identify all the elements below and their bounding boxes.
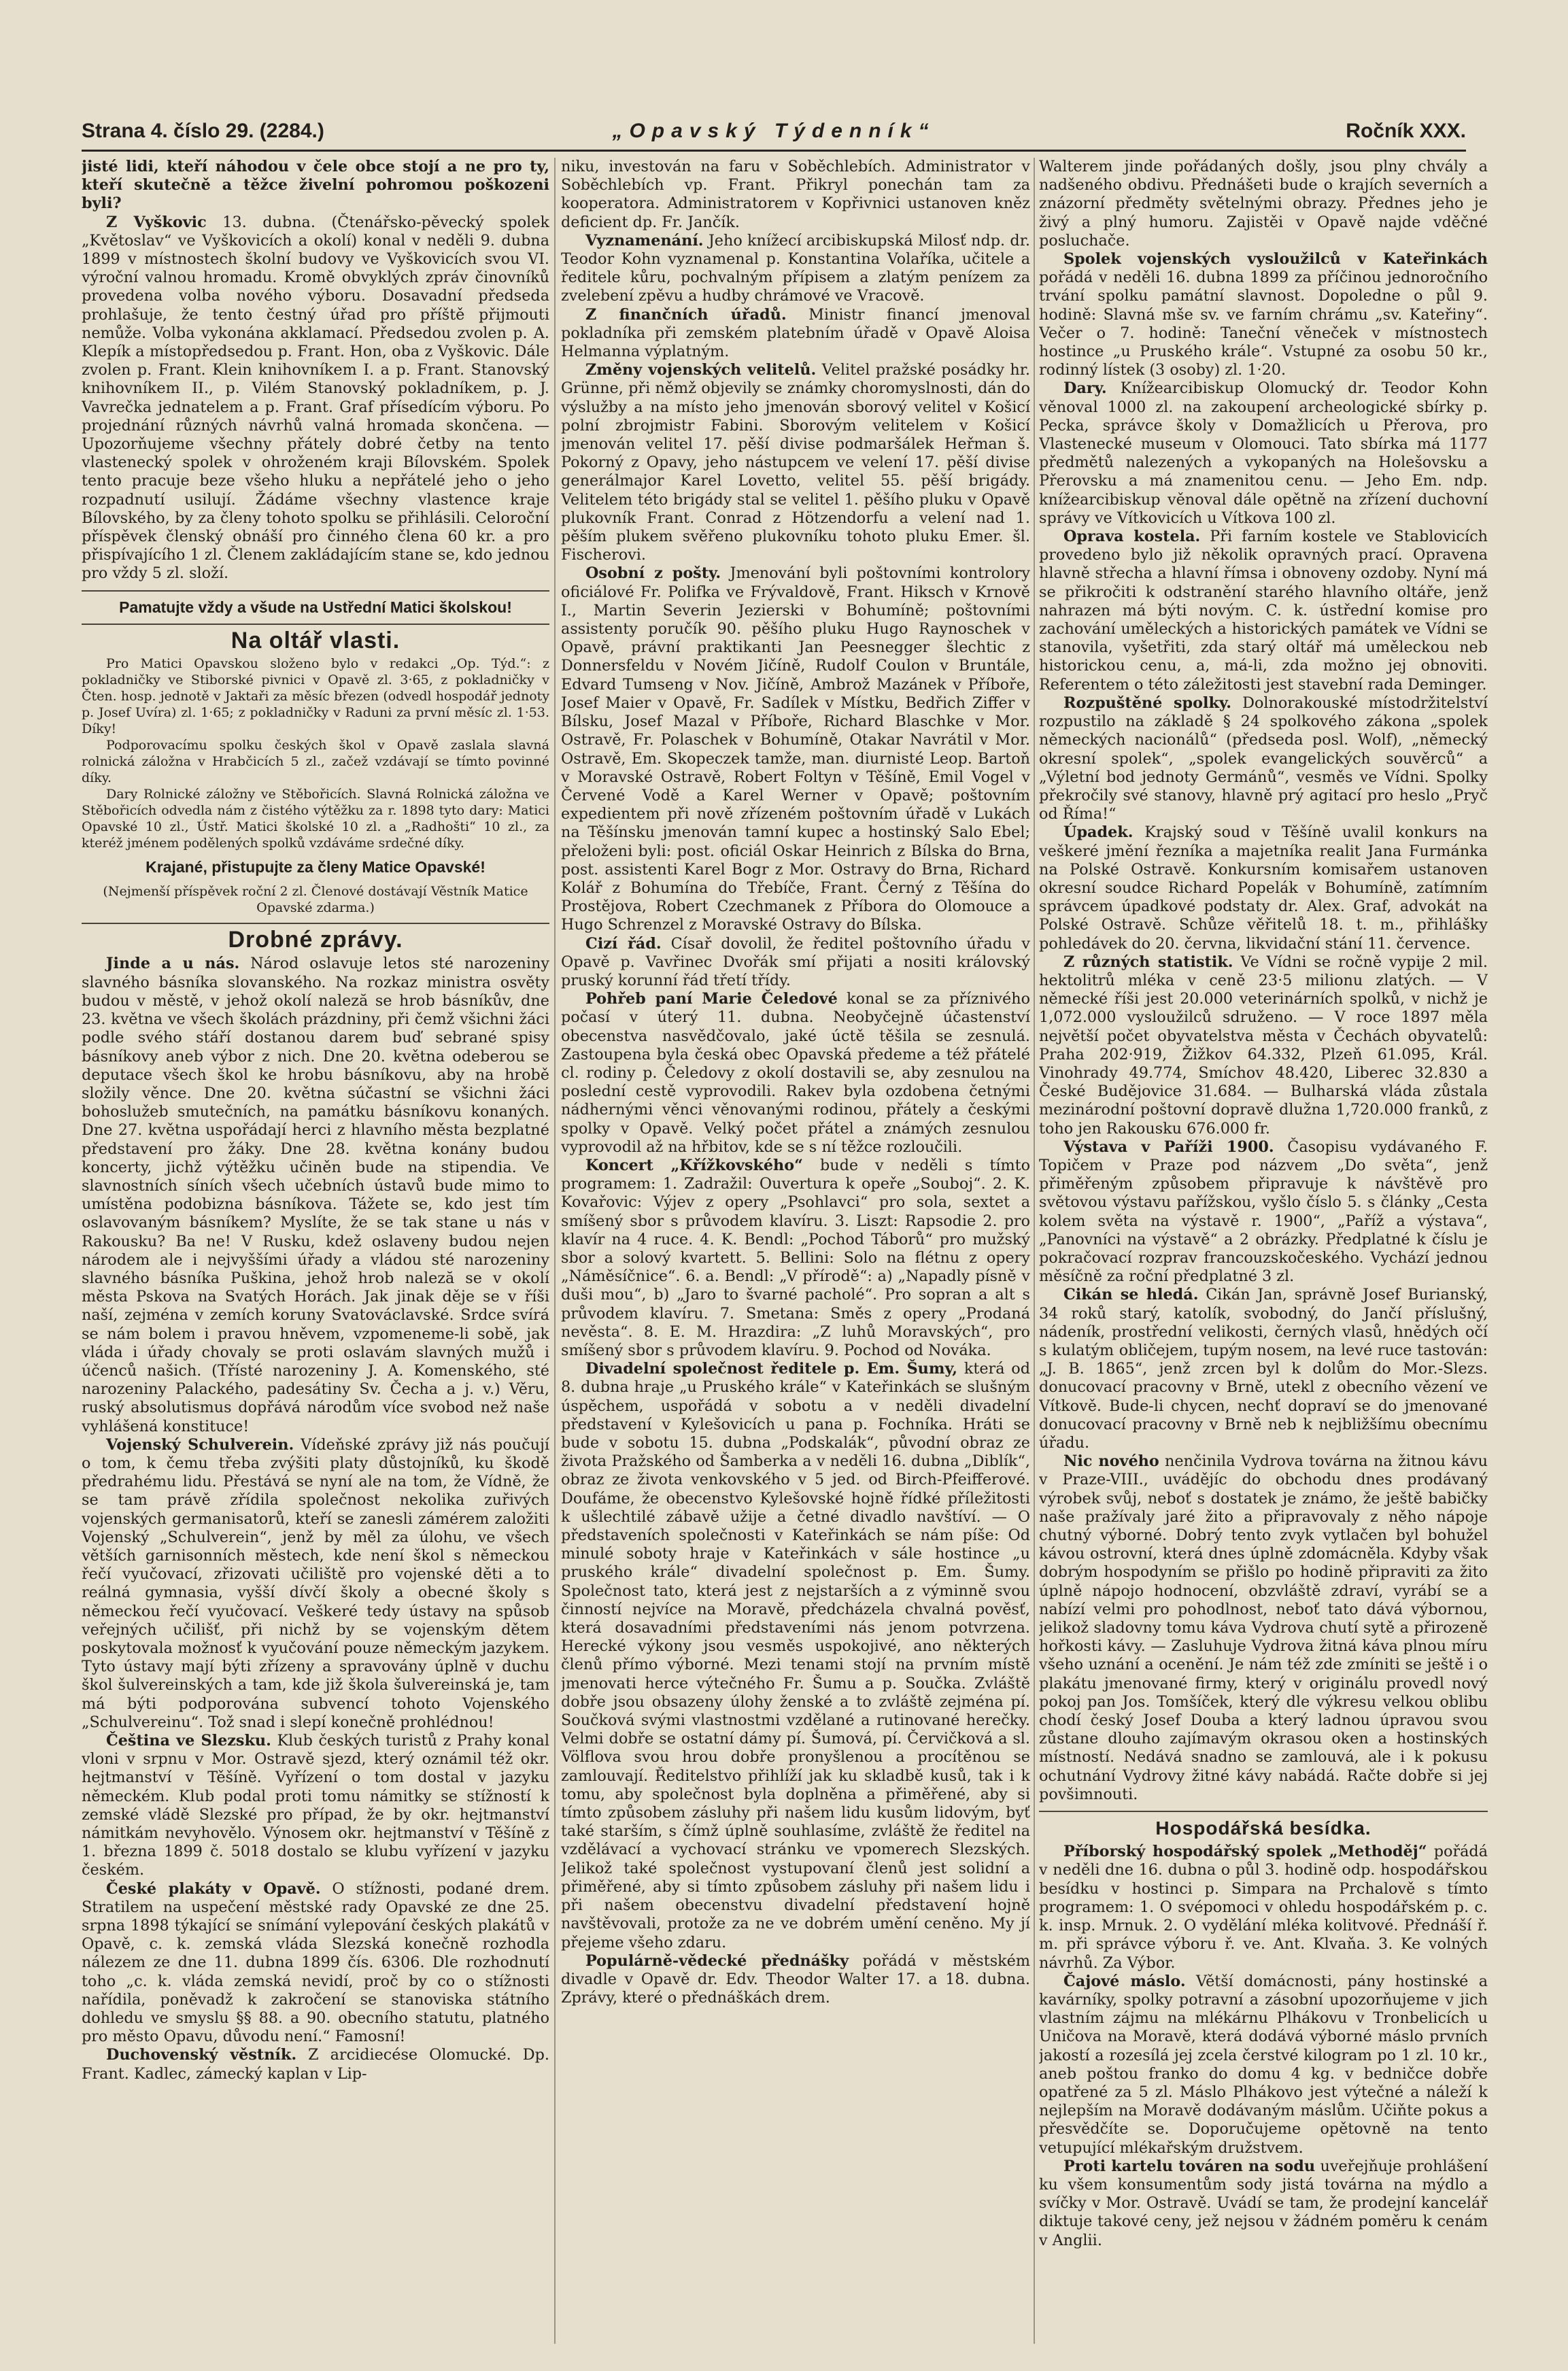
article-continuation: Walterem jinde pořádaných došly, jsou plny chvály a nadšeného obdivu. Přednášeti bude o krajích severních a znázorní předměty světelnými obrazy. Přednes jeho je živý a plný humoru. Zajistěi v Opavě najde vděčné posluchače. xyxy=(1039,158,1488,250)
section-title-oltar: Na oltář vlasti. xyxy=(231,627,400,653)
article-dary: Dary. Knížearcibiskup Olomucký dr. Teodor Kohn věnoval 1000 zl. na zakoupení archeologické sbírky p. Pecka, správce školy v Domažlicích u Přerova, pro Vlastenecké museum v Olomouci. Tato sbírka má 1177 předmětů nalezených a vykopaných na Holešovsku a Přerovsku a má znamenitou cenu. — Jeho Em. ndp. knížearcibiskup věnoval dále opětně na zřízení duchovní správy ve Vítkovicích u Vítkova 100 zl. xyxy=(1039,379,1488,527)
page-header xyxy=(82,109,1466,152)
article-vyskovice: Z Vyškovic 13. dubna. (Čtenářsko-pěvecký spolek „Květoslav“ ve Vyškovicích a okolí) konal v neděli 9. dubna 1899 v místnostech školní budovy ve Vyškovicích svou VI. výroční valnou hromadu. Kromě obvyklých zpráv činovníků provedena volba nového výboru. Dosavadní předseda prohlašuje, že tento čestný úřad pro příště přijmouti nemůže. Volba vykonána akklamací. Předsedou zvolen p. A. Klepík a místopředsedou p. Frant. Hon, oba z Vyškovic. Dále zvolen p. Frant. Klein knihovníkem I. a p. Frant. Stanovský knihovníkem II., p. Vilém Stanovský pokladníkem, p. J. Vavrečka jednatelem a p. Frant. Graf přísedícím výboru. Po projednání různých návrhů valná hromada skončena. — Upozorňujeme všechny přátely dobré četby na tento vlastenecký spolek v ohroženém kraji Bílovském. Spolek tento pracuje beze všeho hluku a nepřátelé jeho o jeho rozpadnutí usilují. Žádáme všechny vlastence kraje Bílovského, by za členy tohoto spolku se přihlásili. Celoroční příspěvek členský obnáší pro činného člena 60 kr. a pro přispívajícího 1 zl. Členem zakládajícím stane se, kdo jednou pro vždy 5 zl. složí. xyxy=(82,213,549,583)
article-financni: Z finančních úřadů. Ministr financí jmenoval pokladníka při zemském platebním úřadě v Opavě Aloisa Helmanna výplatným. xyxy=(561,305,1030,361)
article-cestina: Čeština ve Slezsku. Klub českých turistů z Prahy konal vloni v srpnu v Mor. Ostravě sjezd, který oznámil též okr. hejtmanství v Těšíně. Vyřízení o tom dostal v jazyku německém. Klub podal proti tomu námitky se stížností k zemské vládě Slezské pro případ, že by okr. hejtmanství námitkám nevyhovělo. Výnosem okr. hejtmanství v Těšíně z 1. března 1899 č. 5018 dostalo se klubu vyřízení v jazyku českém. xyxy=(82,1732,549,1879)
section-title-drobne: Drobné zprávy. xyxy=(228,927,403,953)
article-pohreb: Pohřeb paní Marie Čeledové konal se za příznivého počasí v úterý 11. dubna. Neobyčejně účastenství obecenstva nasvědčovalo, jaké úctě těšila se zesnulá. Zastoupena byla česká obec Opavská předeme a též přátelé cl. rodiny p. Čeledovy z okolí dostavili se, aby zesnulou na poslední cestě vyprovodili. Rakev byla ozdobena četnými nádhernými věnci věnovanými rodinou, přátely a českými spolky v Opavě. Velký počet přátel a známých zesnulou vyprovodil až na hřbitov, kde se s ní těžce rozloučili. xyxy=(561,990,1030,1156)
article-nic-noveho: Nic nového nenčinila Vydrova továrna na žitnou kávu v Praze-VIII., uvádějíc do obchodu dnes prodávaný výrobek svůj, neboť s dostatek je známo, že ještě babičky naše pražívaly jaré žito a připravovaly z něho nápoje chutný výborné. Dobrý tento zvyk vytlačen byl bohužel kávou ostrovní, která dnes úplně zdomácněla. Kdyby však dobrým hospodyním se přišlo po hodině připraviti za žito úplně nápojo hodnocení, obzvláště zdraví, vyrábí se a nabízí velmi pro pohodlnost, neboť tato dává výbornou, jelikož sladovny tomu káva Vydrova chutí sytě a přirozeně hořkosti kávy. — Zasluhuje Vydrova žitná káva plnou míru všeho uznání a ocenění. Je nám též zde zmíniti se ještě i o plakátu jmenované firmy, který v originálu provedl nový pokoj pan Jos. Tomšíček, který dle výkresu velkou oblibu chodí český Josef Douba a který ladnou úpravou svou zůstane dlouho zajímavým okrasou oken a hostinských místností. Nedává snadno se zamlouvá, ale i k pokusu ochutnání Vydrovy žitné kávy nabádá. Račte dobře si jej povšimnouti. xyxy=(1039,1452,1488,1803)
column-1 xyxy=(82,158,549,2344)
divider xyxy=(82,624,549,625)
section-title-hospodarska: Hospodářská besídka. xyxy=(1155,1818,1371,1839)
article-upadek: Úpadek. Krajský soud v Těšíně uvalil konkurs na veškeré jmění řezníka a majetníka realit Jana Furmánka na Polské Ostravě. Konkursním komisařem ustanoven okresní soudce Richard Popelák v Bohumíně, zatímním správcem úpadkové podstaty dr. Alex. Graf, advokát na Polské Ostravě. Schůze věřitelů 18. t. m., přihlášky pohledávek do 20. června, likvidační stání 11. července. xyxy=(1039,823,1488,953)
article-plakaty: České plakáty v Opavě. O stížnosti, podané drem. Stratilem na uspečení městské rady Opavské ze dne 25. srpna 1898 týkající se snímání vylepování českých plakátů v Opavě, c. k. zemská vláda Slezská konečně rozhodla nálezem ze dne 11. dubna 1899 čís. 6306. Dle rozhodnutí toho „c. k. vláda zemská nevidí, proč by co o stížnosti nařídila, poněvadž k zakročení se stanoviska státního dohledu ve smyslu §§ 88. a 90. obecního statutu, platného pro město Opavu, důvodu není.“ Famosní! xyxy=(82,1879,549,2046)
krajane-banner: Krajané, přistupujte za členy Matice Opavské! xyxy=(146,858,485,876)
article-divadelni: Divadelní společnost ředitele p. Em. Šumy, která od 8. dubna hraje „u Pruského krále“ v Kateřinkách se slušným úspěchem, uspořádá v sobotu a v neděli divadelní představení v Kylešovicích u pana p. Fochníka. Hráti se bude v sobotu 15. dubna „Podskalák“, původní obraz ze života Pražského od Šamberka a v neděli 16. dubna „Diblík“, obraz ze života venkovského v 5 jed. od Birch-Pfeifferové. Doufáme, že obecenstvo Kylešovské hojně řídké příležitosti k ušlechtilé zábavě užije a četné divadlo navštíví. — O představeních společnosti v Kateřinkách se nám píše: Od minulé soboty hraje v Kateřinkách v sále hostince „u pruského krále“ divadelní společnost p. Em. Šumy. Společnost tato, která jest z nejstarších a z výminně svou činností nejvíce na Moravě, předcházela chvalná pověsť, která dosavadními představeními nás jenom potvrzena. Herecké výkony jsou vesměs uspokojivé, ano některých členů přímo výborné. Mezi tenami stojí na prvním místě jmenovati herce výtečného Fr. Šumu a p. Součka. Zvláště dobře jsou obsazeny úlohy ženské a to zvláště zejména pí. Součková svými vlastnostmi vzdělané a rutinované herečky. Velmi dobře se ostatní dámy pí. Šumová, pí. Červičková a sl. Völflova svou hrou dobře pronyšlenou a procítěnou se zamlouvají. Ředitelstvo přihlíží jak ku skladbě kusů, tak i k tomu, aby společnost byla doplněna a přiměřené, aby si tímto způsobem zásluhy při našem lidu kusům lidovým, byť také starším, s čímž úplně souhlasíme, zvláště že ředitel na vzdělávací a vychovací stránku ve vpomerech Slezských. Jelikož také společnost vystupovaní členů jest solidní a přiměřené, aby si tímto způsobem zásluhy při našem lidu i při našem obecenstvu divadelní představení hojně navštěvovali, protože za ne ve dobrém umění ceněno. My jí přejeme všeho zdaru. xyxy=(561,1360,1030,1951)
oltar-item: Pro Matici Opavskou složeno bylo v redakci „Op. Týd.“: z pokladničky ve Stiborské pivnici v Opavě zl. 3·65, z pokladničky v Čten. hosp. jednotě v Jaktaři za měsíc březen (odvedl hospodář jednoty p. Josef Uvíra) zl. 1·65; z pokladničky v Raduni za první měsíc zl. 1·53. Díky! xyxy=(82,656,549,737)
article-rozpustene: Rozpuštěné spolky. Dolnorakouské místodržitelství rozpustilo na základě § 24 spolkového zákona „spolek německých nacionálů“ (předseda posl. Wolf), „německý okresní spolek“, „spolek evangelických souvěrců“ a „Výletní bod jednoty Germánů“, vesměs ve Vídni. Spolky překročily své stanovy, hlavně prý agitací pro heslo „Pryč od Říma!“ xyxy=(1039,694,1488,823)
article-koncert: Koncert „Křížkovského“ bude v neděli s tímto programem: 1. Zadražil: Ouvertura k opeře „Souboj“. 2. K. Kovařovic: Výjev z opery „Psohlavci“ pro sola, sextet a smíšený sbor s průvodem klavíru. 3. Liszt: Rapsodie 2. pro klavír na 4 ruce. 4. K. Bendl: „Pochod Táborů“ pro mužský sbor a solový kvartett. 5. Bellini: Solo na flétnu z opery „Náměsíčnice“. 6. a. Bendl: „V přírodě“: a) „Napadly písně v duši mou“, b) „Jaro to švarné pacholé“. Pro sopran a alt s průvodem klavíru. 7. Smetana: Směs z opery „Prodaná nevěsta“. 8. E. M. Hrazdira: „Z luhů Moravských“, pro smíšený sbor s průvodem klavíru. 9. Pochod od Nováka. xyxy=(561,1156,1030,1359)
article-oprava: Oprava kostela. Při farním kostele ve Stablovicích provedeno bylo již několik opravných prací. Opravena hlavně střecha a hlavní římsa i obnoveny ozdoby. Nyní má se přikročiti k odstranění starého hlavního oltáře, jenž nahrazen má býti novým. C. k. ústřední komise pro zachování uměleckých a historických památek ve Vídni se stanovila, vyšetřiti, zda starý oltář má uměleckou neb historickou cenu, a, má-li, zda možno jej obnoviti. Referentem o této záležitosti jest stavební rada Deminger. xyxy=(1039,528,1488,694)
article-vyslouzilci: Spolek vojenských vysloužilců v Kateřinkách pořádá v neděli 16. dubna 1899 za příčinou jednoročního trvání spolku památní slavnost. Dopoledne o půl 9. hodině: Slavná mše sv. ve farním chrámu „sv. Kateřiny“. Večer o 7. hodině: Taneční věneček v místnostech hostince „u Pruského krále“. Vstupné za osobu 50 kr., rodinný lístek (3 osoby) zl. 1·20. xyxy=(1039,250,1488,379)
article-duchovensky: Duchovenský věstník. Z arcidiecése Olomucké. Dp. Frant. Kadlec, zámecký kaplan v Lip- xyxy=(82,2046,549,2083)
newspaper-title: „Opavský Týdenník“ xyxy=(612,120,936,142)
matice-banner: Pamatujte vždy a všude na Ustřední Matici školskou! xyxy=(119,598,512,616)
article-vojensky: Vojenský Schulverein. Vídeňské zprávy již nás poučují o tom, k čemu třeba zvýšiti platy důstojníků, ku škodě předrahému lidu. Přestává se nyní ale na tom, že Vídně, že se tam právě zřídila společnost nekolika zuřivých vojenských germanisatorů, kteří se zanesli zámérem založiti Vojenský „Schulverein“, jenž by měl za úlohu, ve všech větších garnisonních městech, kde není škol s německou řečí vyučovací, zřizovati učiliště pro vojenské děti a to reálná gymnasia, vyšší dívčí školy a obecné školy s německou řečí vyučovací. Veškeré tedy ústavy na spůsob veřejných učilišť, při nichž by se vojenským dětem poskytovala možnosť k vyučování pouze německým jazykem. Tyto ústavy mají býti zřízeny a spravovány úplně v duchu škol šulvereinských a tam, kde již škola šulvereinská je, tam má býti podporována subvencí tohoto Vojenského „Schulvereinu“. Tož snad i slepí konečně prohlédnou! xyxy=(82,1435,549,1731)
oltar-item: Dary Rolnické záložny ve Stěbořicích. Slavná Rolnická záložna ve Stěbořicích odvedla nám z čistého výtěžku za r. 1898 tyto dary: Matici Opavské 10 zl., Ústř. Matici školské 10 zl. a „Radhošti“ 10 zl., za kteréž jménem podělených spolků vzdáváme srdečné díky. xyxy=(82,787,549,851)
column-2 xyxy=(561,158,1030,2344)
column-3 xyxy=(1039,158,1488,2344)
article-intro: jisté lidi, kteří náhodou v čele obce stojí a ne pro ty, kteří skutečně a těžce živelní pohromou poškozeni byli? xyxy=(82,158,549,213)
column-separator xyxy=(554,158,556,2344)
article-cizi: Cizí řád. Císař dovolil, že ředitel poštovního úřadu v Opavě p. Vavřinec Dvořák smí přijati a nositi královský pruský korunní řád třetí třídy. xyxy=(561,934,1030,989)
article-prednasky: Populárně-vědecké přednášky pořádá v městském divadle v Opavě dr. Edv. Theodor Walter 17. a 18. dubna. Zprávy, které o přednáškách drem. xyxy=(561,1951,1030,2007)
article-posty: Osobní z pošty. Jmenování byli poštovními kontrolory oficiálové Fr. Polifka ve Frývaldově, Frant. Hiksch v Krnově I., Martin Severin Jezierski v Bohumíně; poštovními assistenty poručík 90. pěšího pluku Hugo Raynoschek v Opavě, právní praktikanti Jan Peesnegger šlechtic z Donnersfeldu v Novém Jičíně, Rudolf Coulon v Bruntále, Edvard Tumseng v Nov. Jičíně, Ambrož Mazánek v Příboře, Josef Maier v Opavě, Fr. Sadílek v Místku, Bedřich Ziffer v Bílsku, Josef Mazal v Příboře, Richard Blaschke v Mor. Ostravě, Fr. Polaschek v Bohumíně, Otakar Navrátil v Mor. Ostravě, Em. Skopeczek tamže, man. diurnisté Leop. Bartoň v Moravské Ostravě, Robert Foltyn v Těšíně, Emil Vogel v Červené Vodě a Karel Werner v Opavě; poštovním expedientem při nově zřízeném poštovním úřadě v Lukách na Těšínsku jmenován tamní kupec a hostinský Salo Ebel; přeloženi byli: post. oficiál Oskar Heinrich z Bílska do Brna, post. assistenti Karel Bogr z Mor. Ostravy do Brna, Richard Kolář z Bohumína do Třebíče, Frant. Černý z Těšína do Prostějova, Robert Czechmanek z Příbora do Olomouce a Hugo Schrenzel z Moravské Ostravy do Bílska. xyxy=(561,564,1030,934)
column-separator xyxy=(1034,158,1035,2344)
oltar-item: Podporovacímu spolku českých škol v Opavě zaslala slavná rolnická záložna v Hrabčicích 5 zl., začež vzdávají se tímto povinné díky. xyxy=(82,738,549,786)
divider xyxy=(1039,1811,1488,1812)
article-jinde: Jinde a u nás. Národ oslavuje letos sté narozeniny slavného básníka slovanského. Na rozkaz ministra osvěty budou v městě, v jehož okolí naleză se hrob básníkův, dne 23. května ve všech školách prázdniny, při čemž všichni žáci podle svého stáří dostanou darem buď sebrané spisy básníkovy aneb výbor z nich. Dne 20. května odeberou se deputace všech škol ke hrobu básníkovu, aby na hrobě složily věnce. Dne 20. května súčastní se všichni žáci bohoslužeb smutečních, na památku básníkovu konaných. Dne 27. května uspořádají herci z hlavního města bezplatné představení pro žáky. Dne 28. května konány budou koncerty, jichž výtěžku učiněn bude na stipendia. Ve slavnostních síních všech učebních ústavů bude mimo to umístěna podobizna básníkova. Tážete se, kdo jest tím oslavovaným básníkem? Myslíte, že se tak stane u nás v Rakousku? Ba ne! V Rusku, kdež oslaveny budou nejen národem ale i nejvyššími úřady a vládou sté narozeniny slavného básníka Puškina, jehož hrob naleză se v okolí města Pskova na Svatých Horách. Jak jinak děje se v říši naší, zejména v zemích koruny Svatováclavské. Srdce svírá se nám bolem i pravou hněvem, vzpomeneme-li sobě, jak vláda i úřady chovaly se proti oslavám slavných mužů i účenců našich. (Třísté narozeniny J. A. Komenského, sté narozeniny Palackého, padesátiny Sv. Čecha a j. v.) Věru, ruský absolutismus dopřává národům více svobod než naše vyhlášená konstituce! xyxy=(82,955,549,1435)
article-continuation: niku, investován na faru v Soběchlebích. Administrator v Soběchlebích vp. Frant. Přikryl ponechán tam za kooperatora. Administratorem v Kopřivnici ustanoven kněz deficient dp. Fr. Jančík. xyxy=(561,158,1030,231)
krajane-note: (Nejmenší příspěvek roční 2 zl. Členové dostávají Věstník Matice Opavské zdarma.) xyxy=(103,884,528,916)
article-ruznych: Z různých statistik. Ve Vídni se ročně vypije 2 mil. hektolitrů mléka v ceně 23·5 milionu zlatých. — V německé říši jest 20.000 veterinárních spolků, v nichž je 1,072.000 vysloužilců sdruženo. — V roce 1897 měla největší počet obyvatelstva města v Čechách obyvatelů: Praha 202·919, Žižkov 64.332, Plzeň 61.095, Král. Vinohrady 49.774, Smíchov 48.420, Liberec 32.830 a České Budějovice 31.684. — Bulharská vláda zůstala mezinárodní poštovní dopravě dlužna 1,720.000 franků, z toho jen Rakousku 676.000 fr. xyxy=(1039,953,1488,1138)
article-proti: Proti kartelu továren na sodu uveřejňuje prohlášení ku všem konsumentům sody jistá továrna na mýdlo a svíčky v Mor. Ostravě. Uvádí se tam, že prodejní kancelář diktuje takové ceny, jež nejsou v žádném poměru k cenám v Anglii. xyxy=(1039,2157,1488,2249)
article-vystava: Výstava v Paříži 1900. Časopisu vydávaného F. Topičem v Praze pod názvem „Do světa“, jenž přiměřeným způsobem připravuje k návštěvě pro světovou výstavu pařížskou, vyšlo číslo 5. s články „Cesta kolem světa na výstavě r. 1900“, „Paříž a výstava“, „Panovníci na výstavě“ a 2 obrázky. Předplatné k číslu je pokračovací rozprav francouzskočeského. Vychází jednou měsíčně za roční předplatné 3 zl. xyxy=(1039,1138,1488,1286)
page-number: Strana 4. číslo 29. (2284.) xyxy=(82,120,324,142)
volume-number: Ročník XXX. xyxy=(1346,120,1466,142)
article-zmeny: Změny vojenských velitelů. Velitel pražské posádky hr. Grünne, při němž objevily se známky choromyslnosti, dán do výslužby a na místo jeho jmenován sborový velitel v Košicí polní zbrojmistr Fabini. Sborovým velitelem v Košicí jmenován velitel 17. pěší divise podmaršálek Heřman š. Pokorný z Opavy, jeho nástupcem ve velení 17. pěší divise generálmajor Karel Lovetto, velitel 55. pěší brigády. Velitelem této brigády stal se velitel 1. pěšího pluku v Opavě plukovník Frant. Conrad z Hötzendorfu a velení nad 1. pěším plukem svěřeno plukovníku tohoto pluku Emer. šl. Fischerovi. xyxy=(561,361,1030,564)
article-cajove: Čajové máslo. Větší domácnosti, pány hostinské a kavárníky, spolky potravní a zásobní upozorňujeme v jich vlastním zájmu na mlékárnu Plhákovu v Tronbelicích u Uničova na Moravě, která dodává výborné máslo prvních jakostí a rozesílá jej zcela čerstvé kilogram po 1 zl. 10 kr., aneb poštou franko do domu 4 kg. v bedničce dobře opatřené za 5 zl. Máslo Plhákovo jest výtečné a náleží k nejlepším na Moravě dodávaným máslům. Učiňte pokus a přesvědčíte se. Doporučujeme opětovně na tento vetupující mlékařským družstvem. xyxy=(1039,1972,1488,2157)
divider xyxy=(82,923,549,924)
article-vyznamenani: Vyznamenání. Jeho knížecí arcibiskupská Milosť ndp. dr. Teodor Kohn vyznamenal p. Konstantina Volaříka, učitele a ředitele kůru, pochvalným přípisem a zlatým penízem za zvelebení zpěvu a hudby chrámové ve Vracově. xyxy=(561,231,1030,305)
divider xyxy=(82,590,549,592)
article-priborsky: Příborský hospodářský spolek „Methoděj“ pořádá v neděli dne 16. dubna o půl 3. hodině odp. hospodářskou besídku v hostinci p. Simpara na Prchalově s tímto programem: 1. O svépomoci v ohledu hospodářském p. c. k. insp. Mrnuk. 2. O vydělání mléka kolitvové. Přednáší ř. m. při správce výboru ř. ve. Ant. Klvaňa. 3. Ke volných návrhů. Za Výbor. xyxy=(1039,1843,1488,1972)
article-cikan: Cikán se hledá. Cikán Jan, správně Josef Burianský, 34 roků starý, katolík, svobodný, do Jančí příslušný, nádeník, prostřední velikosti, černých vlasů, hnědých očí s kulatým obličejem, tupým nosem, na levé ruce tastován: „J. B. 1865“, jenž zrcen byl k dolům do Mor.-Slezs. donucovací pracovny v Brně, utekl z obecního vězení ve Vítkově. Bude-li chycen, nechť dopraví se do jmenované donucovací pracovny v Brně neb k nejbližšímu obecnímu úřadu. xyxy=(1039,1286,1488,1452)
